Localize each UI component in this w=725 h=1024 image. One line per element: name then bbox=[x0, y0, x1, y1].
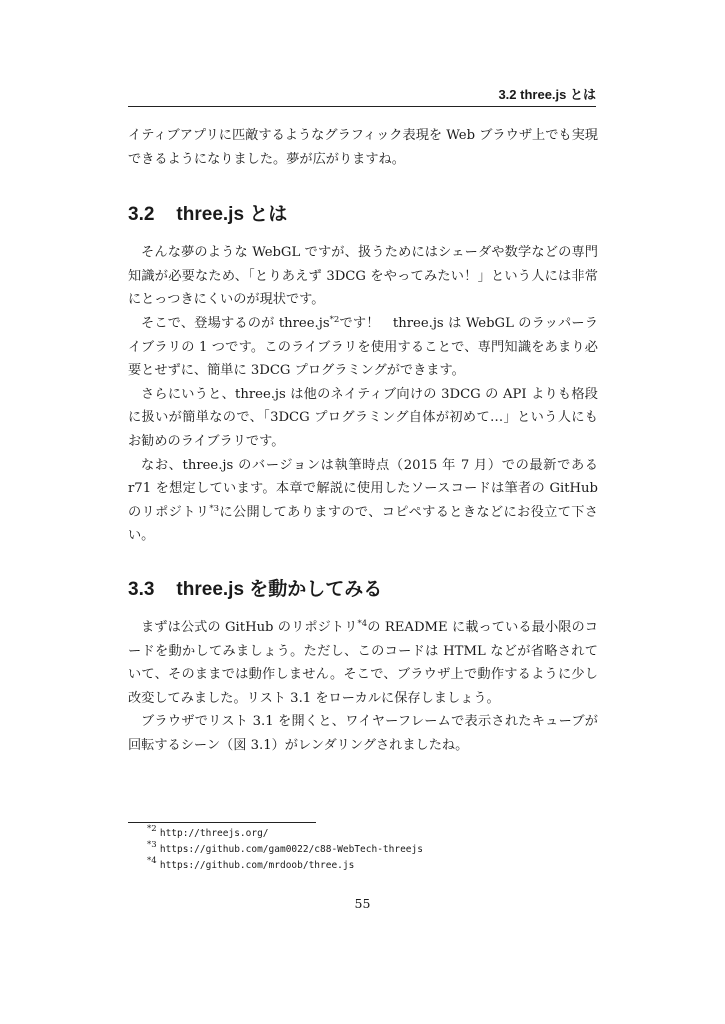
footnote-ref[interactable]: *4 bbox=[357, 618, 368, 629]
paragraph bbox=[128, 616, 598, 710]
footnote-rule bbox=[128, 822, 316, 823]
paragraph-text: です！ three.js は WebGL のラッパーライブラリの 1 つです。このライブラリを使用することで、専門知識をあまり必要とせずに、簡単に 3DCG プログラミングができます。 bbox=[128, 315, 598, 379]
section-heading-3-2 bbox=[128, 203, 598, 227]
page-number: 55 bbox=[354, 896, 371, 911]
footnote-url[interactable]: https://github.com/mrdoob/three.js bbox=[159, 860, 355, 871]
footnote-ref[interactable]: *3 bbox=[209, 503, 219, 514]
running-title: 3.2 three.js とは bbox=[498, 87, 596, 102]
section-title: three.js を動かしてみる bbox=[176, 578, 383, 600]
footnote bbox=[128, 826, 598, 842]
footnote-mark: *2 bbox=[147, 824, 157, 834]
section-title: three.js とは bbox=[176, 204, 288, 226]
paragraph: さらにいうと、three.js は他のネイティブ向けの 3DCG の API よりも格段に扱いが簡単なので、「3DCG プログラミング自体が初めて…」という人にもお勧めのライブラリです。 bbox=[128, 386, 598, 449]
page-body bbox=[128, 124, 598, 757]
footnotes bbox=[128, 822, 598, 874]
footnote-url[interactable]: https://github.com/gam0022/c88-WebTech-threejs bbox=[159, 844, 423, 855]
section-number: 3.3 bbox=[128, 578, 155, 600]
paragraph-text: に公開してありますので、コピペするときなどにお役立て下さい。 bbox=[128, 504, 598, 544]
footnote-mark: *4 bbox=[147, 856, 157, 866]
paragraph bbox=[128, 312, 598, 383]
running-header bbox=[128, 84, 596, 107]
footnote bbox=[128, 858, 598, 874]
paragraph-text: そこで、登場するのが three.js bbox=[141, 315, 330, 331]
footnote bbox=[128, 842, 598, 858]
paragraph-text: なお、three.js のバージョンは執筆時点（2015 年 7 月）での最新である r71 を想定しています。本章で解説に使用したソースコードは筆者の GitHub のリポジトリ bbox=[128, 457, 598, 520]
footnote-mark: *3 bbox=[147, 840, 157, 850]
footnote-url[interactable]: http://threejs.org/ bbox=[159, 828, 269, 839]
intro-paragraph: イティブアプリに匹敵するようなグラフィック表現を Web ブラウザ上でも実現できるようになりました。夢が広がりますね。 bbox=[128, 128, 598, 167]
paragraph-text: まずは公式の GitHub のリポジトリ bbox=[141, 619, 358, 635]
section-number: 3.2 bbox=[128, 204, 155, 226]
paragraph: そんな夢のような WebGL ですが、扱うためにはシェーダや数学などの専門知識が必要なため、「とりあえず 3DCG をやってみたい！」という人には非常にとっつきにくいのが現状です。 bbox=[128, 245, 598, 308]
paragraph: ブラウザでリスト 3.1 を開くと、ワイヤーフレームで表示されたキューブが回転するシーン（図 3.1）がレンダリングされましたね。 bbox=[128, 714, 598, 753]
paragraph-text: の README に載っている最小限のコードを動かしてみましょう。ただし、このコードは HTML などが省略されていて、そのままでは動作しません。そこで、ブラウザ上で動作するように少し改変してみました。リスト 3.1 をローカルに保存しましょう。 bbox=[128, 619, 598, 706]
footnote-ref[interactable]: *2 bbox=[329, 314, 340, 325]
section-heading-3-3 bbox=[128, 578, 598, 602]
paragraph bbox=[128, 454, 598, 548]
